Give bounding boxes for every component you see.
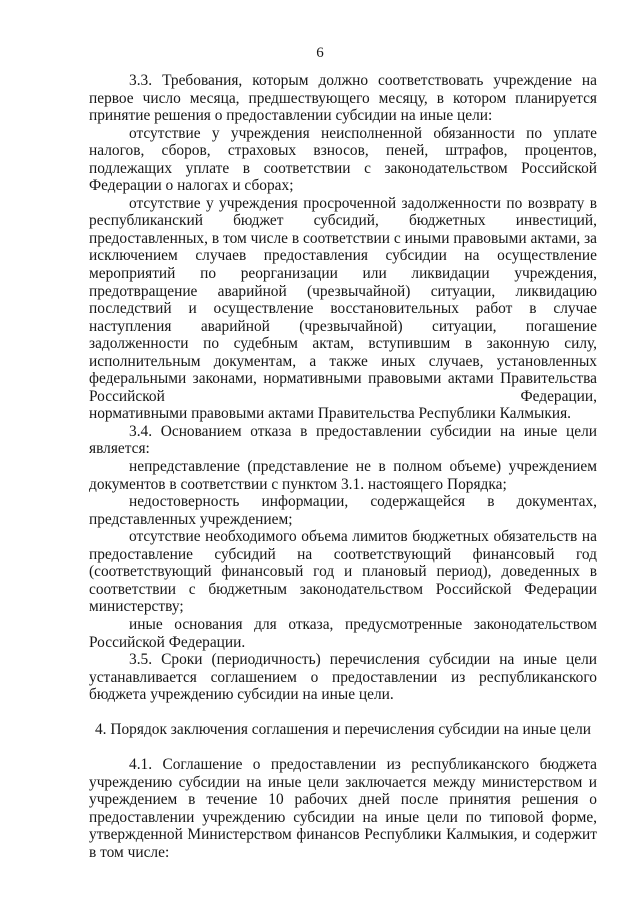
paragraph-unreliability: недостоверность информации, содержащейся в документах, — [129, 493, 597, 511]
document-body — [89, 72, 597, 862]
paragraph-3-5: 3.5. Сроки (периодичность) перечисления субсидии на иные цели устанавливается соглашением о предоставлении из республиканского — [89, 651, 597, 686]
paragraph-other-grounds-end: Российской Федерации. — [89, 633, 246, 651]
paragraph-3-4-end: является: — [89, 440, 150, 458]
paragraph-3-4: 3.4. Основанием отказа в предоставлении субсидии на иные цели — [129, 422, 597, 440]
paragraph-4-1-end: в том числе: — [89, 843, 170, 861]
paragraph-limits-end: министерству; — [89, 598, 184, 616]
section-heading: 4. Порядок заключения соглашения и перечисления субсидии на иные цели — [94, 720, 591, 738]
page-number: 6 — [316, 45, 324, 61]
paragraph-debt-end: нормативными правовыми актами Правительства Республики Калмыкия. — [89, 405, 572, 423]
paragraph-unreliability-end: представленных учреждением; — [89, 510, 293, 528]
paragraph-4-1: 4.1. Соглашение о предоставлении из республиканского бюджета учреждению субсидии на иные цели заключается между министерством и учреждением в течение 10 рабочих дней после принятия решения о предоставлении учреждению субсидии на иные цели по типовой форме, утвержденной Министерством финансов Республики Калмыкия, и содержит — [89, 756, 597, 844]
paragraph-debt: отсутствие у учреждения просроченной задолженности по возврату в республиканский бюджет субсидий, бюджетных инвестиций, предоставленных, в том числе в соответствии с иными правовыми актами, за исключением случаев предоставления субсидии на осуществление мероприятий по реорганизации или ликвидации учреждения, предотвращение аварийной (чрезвычайной) ситуации, ликвидацию последствий и осуществление восстановительных работ в случае наступления аварийной (чрезвычайной) ситуации, погашение задолженности по судебным актам, вступившим в законную силу, исполнительным документам, а также иных случаев, установленных федеральными законами, нормативными правовыми актами Правительства Российской Федерации, — [89, 194, 597, 405]
paragraph-nonsubmission-end: документов в соответствии с пунктом 3.1. настоящего Порядка; — [89, 475, 507, 493]
paragraph-taxes: отсутствие у учреждения неисполненной обязанности по уплате налогов, сборов, страховых взносов, пеней, штрафов, процентов, подлежащих уплате в соответствии с законодательством Российской — [89, 124, 597, 177]
paragraph-limits: отсутствие необходимого объема лимитов бюджетных обязательств на предоставление субсидий на соответствующий финансовый год (соответствующий финансовый год и плановый период), доведенных в соответствии с бюджетным законодательством Российской Федерации — [89, 528, 597, 598]
paragraph-3-3: 3.3. Требования, которым должно соответствовать учреждение на первое число месяца, предшествующего месяцу, в котором планируется — [89, 72, 597, 107]
paragraph-3-5-end: бюджета учреждению субсидии на иные цели. — [89, 686, 394, 704]
paragraph-3-3-end: принятие решения о предоставлении субсидии на иные цели: — [89, 107, 493, 125]
paragraph-taxes-end: Федерации о налогах и сборах; — [89, 177, 294, 195]
paragraph-other-grounds: иные основания для отказа, предусмотренные законодательством — [129, 615, 597, 633]
paragraph-nonsubmission: непредставление (представление не в полном объеме) учреждением — [129, 458, 597, 476]
